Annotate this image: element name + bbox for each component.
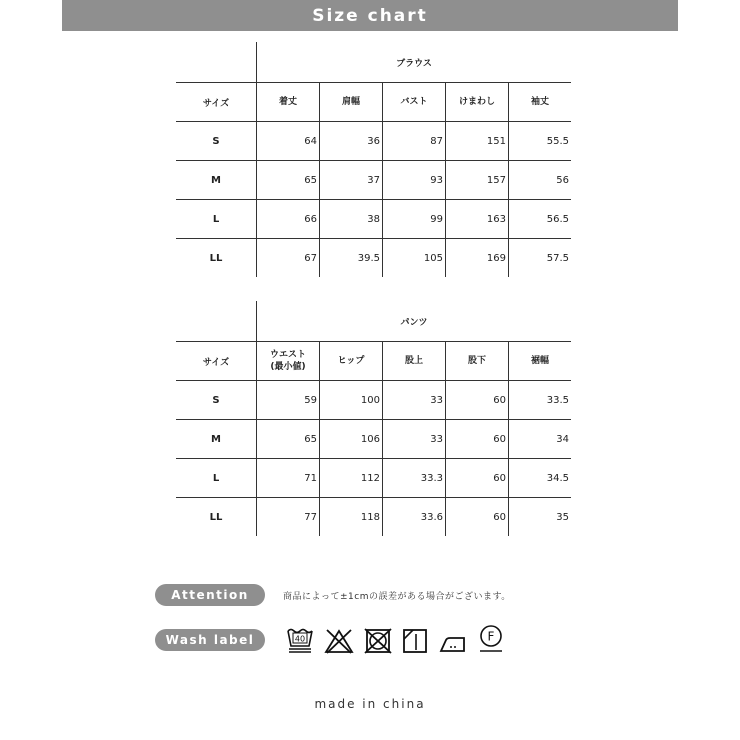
value-cell: 93 <box>383 161 446 200</box>
size-cell: M <box>176 420 257 459</box>
table-row <box>176 200 571 239</box>
value-cell: 100 <box>320 381 383 420</box>
waist-sub-label: (最小値) <box>270 362 306 372</box>
waist-label: ウエスト <box>269 350 306 360</box>
iron-medium-icon <box>438 632 468 654</box>
wash-label-text: Wash label <box>165 633 255 647</box>
size-chart-banner <box>62 0 678 31</box>
size-cell: L <box>176 459 257 498</box>
value-cell: 39.5 <box>320 239 383 278</box>
value-cell: 87 <box>383 122 446 161</box>
size-cell: LL <box>176 498 257 537</box>
size-cell: L <box>176 200 257 239</box>
value-cell: 67 <box>257 239 320 278</box>
column-header: 袖丈 <box>509 83 572 122</box>
svg-text:F: F <box>487 629 495 644</box>
value-cell: 66 <box>257 200 320 239</box>
value-cell: 106 <box>320 420 383 459</box>
value-cell: 34.5 <box>509 459 572 498</box>
column-header: 着丈 <box>257 83 320 122</box>
column-header: 股上 <box>383 342 446 381</box>
value-cell: 56.5 <box>509 200 572 239</box>
value-cell: 64 <box>257 122 320 161</box>
svg-text:40: 40 <box>294 634 306 644</box>
page-title: Size chart <box>312 5 428 26</box>
table-row <box>176 239 571 278</box>
value-cell: 77 <box>257 498 320 537</box>
column-header: 裾幅 <box>509 342 572 381</box>
dry-clean-f-icon <box>478 624 504 654</box>
value-cell: 105 <box>383 239 446 278</box>
value-cell: 60 <box>446 498 509 537</box>
line-dry-shade-icon <box>402 628 428 654</box>
table-row <box>176 459 571 498</box>
value-cell: 118 <box>320 498 383 537</box>
value-cell: 35 <box>509 498 572 537</box>
value-cell: 65 <box>257 420 320 459</box>
pants-size-table <box>176 301 571 536</box>
pants-table-title: パンツ <box>257 301 572 342</box>
size-cell: S <box>176 122 257 161</box>
value-cell: 163 <box>446 200 509 239</box>
value-cell: 151 <box>446 122 509 161</box>
value-cell: 55.5 <box>509 122 572 161</box>
value-cell: 99 <box>383 200 446 239</box>
size-cell: M <box>176 161 257 200</box>
wash-40-gentle-icon <box>286 626 314 654</box>
table-row <box>176 381 571 420</box>
attention-label: Attention <box>171 588 249 602</box>
value-cell: 36 <box>320 122 383 161</box>
column-header: けまわし <box>446 83 509 122</box>
wash-icons <box>286 624 504 654</box>
attention-badge <box>155 584 265 606</box>
wash-label-badge <box>155 629 265 651</box>
value-cell: 60 <box>446 459 509 498</box>
blouse-table-title: ブラウス <box>257 42 572 83</box>
no-bleach-icon <box>324 628 354 654</box>
table-row <box>176 122 571 161</box>
made-in-label: made in china <box>314 697 426 711</box>
value-cell: 37 <box>320 161 383 200</box>
value-cell: 157 <box>446 161 509 200</box>
value-cell: 33.6 <box>383 498 446 537</box>
value-cell: 56 <box>509 161 572 200</box>
value-cell: 65 <box>257 161 320 200</box>
column-header-waist <box>257 342 320 381</box>
value-cell: 33 <box>383 381 446 420</box>
value-cell: 33.3 <box>383 459 446 498</box>
table-row <box>176 498 571 537</box>
value-cell: 33 <box>383 420 446 459</box>
column-header: 股下 <box>446 342 509 381</box>
value-cell: 57.5 <box>509 239 572 278</box>
size-header: サイズ <box>176 83 257 122</box>
no-tumble-dry-icon <box>364 628 392 654</box>
value-cell: 59 <box>257 381 320 420</box>
size-cell: S <box>176 381 257 420</box>
size-cell: LL <box>176 239 257 278</box>
blouse-size-table <box>176 42 571 277</box>
pants-header-row <box>176 342 571 381</box>
table-row <box>176 420 571 459</box>
value-cell: 60 <box>446 420 509 459</box>
blouse-header-row <box>176 83 571 122</box>
value-cell: 169 <box>446 239 509 278</box>
table-row <box>176 161 571 200</box>
value-cell: 33.5 <box>509 381 572 420</box>
column-header: バスト <box>383 83 446 122</box>
value-cell: 38 <box>320 200 383 239</box>
value-cell: 60 <box>446 381 509 420</box>
column-header: ヒップ <box>320 342 383 381</box>
value-cell: 71 <box>257 459 320 498</box>
value-cell: 34 <box>509 420 572 459</box>
column-header: 肩幅 <box>320 83 383 122</box>
size-header: サイズ <box>176 342 257 381</box>
attention-note: 商品によって±1cmの誤差がある場合がございます。 <box>283 592 511 602</box>
value-cell: 112 <box>320 459 383 498</box>
